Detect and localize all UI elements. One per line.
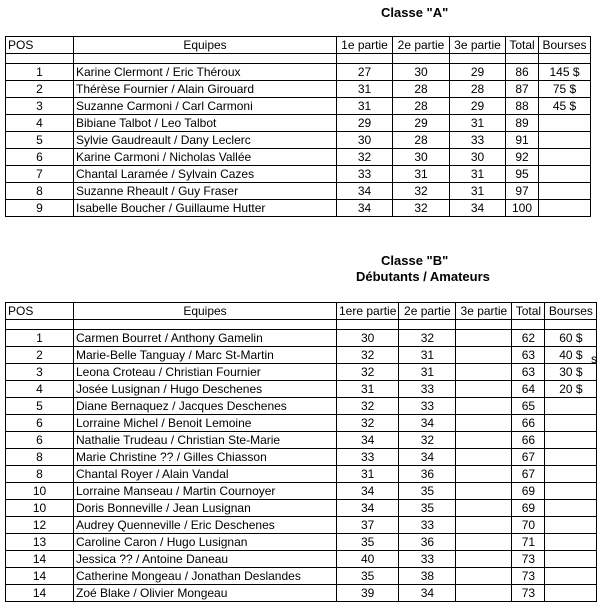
class-b-cell-game-3 bbox=[456, 568, 512, 585]
class-a-cell-game-1: 34 bbox=[337, 183, 393, 200]
class-a-table-row bbox=[6, 64, 591, 81]
class-b-cell-game-3 bbox=[456, 415, 512, 432]
class-b-table-row bbox=[6, 585, 597, 602]
class-a-cell-pos: 4 bbox=[6, 115, 74, 132]
class-b-cell-game-3 bbox=[456, 381, 512, 398]
class-b-cell-game-1: 34 bbox=[337, 432, 399, 449]
class-b-table-row bbox=[6, 398, 597, 415]
class-a-cell-game-3: 29 bbox=[450, 64, 506, 81]
class-b-cell-total: 66 bbox=[512, 432, 545, 449]
class-b-cell-pos: 8 bbox=[6, 466, 74, 483]
class-a-cell-pos: 7 bbox=[6, 166, 74, 183]
class-b-cell-pos: 4 bbox=[6, 381, 74, 398]
class-a-cell-game-2: 28 bbox=[393, 132, 450, 149]
class-a-cell-purse bbox=[539, 200, 591, 217]
class-a-cell-team: Karine Carmoni / Nicholas Vallée bbox=[74, 149, 337, 166]
class-b-cell-total: 71 bbox=[512, 534, 545, 551]
class-a-cell-game-3: 31 bbox=[450, 115, 506, 132]
class-b-spacer-cell bbox=[6, 320, 74, 330]
class-a-header-purse: Bourses bbox=[539, 37, 591, 54]
class-a-table-row bbox=[6, 200, 591, 217]
class-b-cell-team: Jessica ?? / Antoine Daneau bbox=[74, 551, 337, 568]
class-b-spacer-cell bbox=[74, 320, 337, 330]
class-b-cell-game-3 bbox=[456, 483, 512, 500]
class-b-cell-game-3 bbox=[456, 500, 512, 517]
class-b-cell-team: Marie-Belle Tanguay / Marc St-Martin bbox=[74, 347, 337, 364]
class-a-cell-game-3: 28 bbox=[450, 81, 506, 98]
class-b-cell-game-1: 37 bbox=[337, 517, 399, 534]
class-a-cell-game-2: 31 bbox=[393, 166, 450, 183]
class-b-cell-game-2: 36 bbox=[399, 534, 456, 551]
class-a-table-row bbox=[6, 166, 591, 183]
class-a-cell-game-2: 32 bbox=[393, 183, 450, 200]
class-b-cell-game-2: 31 bbox=[399, 364, 456, 381]
class-b-cell-game-2: 33 bbox=[399, 551, 456, 568]
class-b-cell-team: Catherine Mongeau / Jonathan Deslandes bbox=[74, 568, 337, 585]
class-a-header-row bbox=[6, 37, 591, 54]
class-b-cell-game-3 bbox=[456, 432, 512, 449]
class-a-spacer-cell bbox=[539, 54, 591, 64]
class-b-header-game-2: 2e partie bbox=[399, 303, 456, 320]
class-b-header-game-3: 3e partie bbox=[456, 303, 512, 320]
class-a-spacer-cell bbox=[506, 54, 539, 64]
class-b-cell-total: 64 bbox=[512, 381, 545, 398]
class-b-cell-game-3 bbox=[456, 517, 512, 534]
class-a-table bbox=[5, 36, 591, 217]
class-b-cell-game-1: 30 bbox=[337, 330, 399, 347]
class-b-spacer-cell bbox=[337, 320, 399, 330]
class-b-spacer-cell bbox=[456, 320, 512, 330]
class-a-cell-game-1: 33 bbox=[337, 166, 393, 183]
class-b-cell-pos: 1 bbox=[6, 330, 74, 347]
class-b-cell-game-2: 36 bbox=[399, 466, 456, 483]
class-b-cell-purse bbox=[545, 398, 597, 415]
class-b-table-row bbox=[6, 534, 597, 551]
class-a-cell-team: Chantal Laramée / Sylvain Cazes bbox=[74, 166, 337, 183]
class-b-cell-game-2: 35 bbox=[399, 500, 456, 517]
class-b-cell-purse bbox=[545, 483, 597, 500]
class-a-title: Classe "A" bbox=[381, 5, 449, 20]
class-a-cell-game-2: 30 bbox=[393, 64, 450, 81]
class-b-cell-purse bbox=[545, 568, 597, 585]
class-b-cell-game-2: 38 bbox=[399, 568, 456, 585]
class-a-cell-purse bbox=[539, 183, 591, 200]
class-b-cell-team: Nathalie Trudeau / Christian Ste-Marie bbox=[74, 432, 337, 449]
class-a-cell-game-1: 32 bbox=[337, 149, 393, 166]
class-a-cell-game-1: 31 bbox=[337, 81, 393, 98]
class-b-cell-purse bbox=[545, 534, 597, 551]
class-a-table-row bbox=[6, 132, 591, 149]
class-b-cell-game-2: 32 bbox=[399, 330, 456, 347]
class-a-spacer-cell bbox=[6, 54, 74, 64]
class-b-table-row bbox=[6, 381, 597, 398]
class-b-cell-total: 62 bbox=[512, 330, 545, 347]
class-b-cell-game-1: 39 bbox=[337, 585, 399, 602]
class-b-cell-purse: 20 $ bbox=[545, 381, 597, 398]
class-b-table-row bbox=[6, 415, 597, 432]
class-a-cell-game-2: 32 bbox=[393, 200, 450, 217]
class-a-cell-game-2: 28 bbox=[393, 98, 450, 115]
class-a-table-row bbox=[6, 81, 591, 98]
class-b-cell-total: 73 bbox=[512, 551, 545, 568]
class-a-cell-total: 95 bbox=[506, 166, 539, 183]
class-b-cell-game-2: 33 bbox=[399, 381, 456, 398]
class-a-header-game-2: 2e partie bbox=[393, 37, 450, 54]
class-a-cell-purse: 145 $ bbox=[539, 64, 591, 81]
class-b-header-total: Total bbox=[512, 303, 545, 320]
class-b-cell-team: Audrey Quenneville / Eric Deschenes bbox=[74, 517, 337, 534]
class-a-cell-total: 89 bbox=[506, 115, 539, 132]
class-b-table-row bbox=[6, 347, 597, 364]
class-b-cell-game-1: 34 bbox=[337, 483, 399, 500]
class-b-cell-game-3 bbox=[456, 398, 512, 415]
class-a-cell-pos: 5 bbox=[6, 132, 74, 149]
class-b-header-row bbox=[6, 303, 597, 320]
class-b-table-row bbox=[6, 517, 597, 534]
class-b-cell-game-3 bbox=[456, 466, 512, 483]
class-b-cell-pos: 14 bbox=[6, 585, 74, 602]
class-b-cell-game-3 bbox=[456, 330, 512, 347]
class-a-cell-pos: 1 bbox=[6, 64, 74, 81]
class-b-header-pos: POS bbox=[6, 303, 74, 320]
class-a-cell-game-1: 29 bbox=[337, 115, 393, 132]
class-a-cell-game-1: 34 bbox=[337, 200, 393, 217]
class-b-table-row bbox=[6, 330, 597, 347]
class-b-cell-game-1: 32 bbox=[337, 398, 399, 415]
class-a-spacer-cell bbox=[450, 54, 506, 64]
class-a-header-pos: POS bbox=[6, 37, 74, 54]
class-a-cell-pos: 6 bbox=[6, 149, 74, 166]
class-a-cell-pos: 2 bbox=[6, 81, 74, 98]
stray-mark: s bbox=[591, 352, 597, 366]
class-b-cell-purse bbox=[545, 449, 597, 466]
class-b-cell-purse bbox=[545, 432, 597, 449]
class-b-cell-purse bbox=[545, 551, 597, 568]
class-b-table-row bbox=[6, 466, 597, 483]
class-b-cell-game-3 bbox=[456, 364, 512, 381]
class-a-spacer-cell bbox=[74, 54, 337, 64]
class-b-cell-purse: 60 $ bbox=[545, 330, 597, 347]
class-a-cell-game-3: 31 bbox=[450, 183, 506, 200]
class-b-cell-total: 69 bbox=[512, 500, 545, 517]
class-b-cell-pos: 6 bbox=[6, 432, 74, 449]
class-b-table-row bbox=[6, 568, 597, 585]
class-b-cell-total: 67 bbox=[512, 466, 545, 483]
class-b-cell-pos: 10 bbox=[6, 483, 74, 500]
class-b-spacer-row bbox=[6, 320, 597, 330]
class-a-cell-pos: 9 bbox=[6, 200, 74, 217]
class-b-cell-purse bbox=[545, 500, 597, 517]
class-a-table-row bbox=[6, 98, 591, 115]
class-a-cell-total: 100 bbox=[506, 200, 539, 217]
class-b-cell-team: Marie Christine ?? / Gilles Chiasson bbox=[74, 449, 337, 466]
class-b-cell-game-2: 35 bbox=[399, 483, 456, 500]
class-a-header-game-1: 1e partie bbox=[337, 37, 393, 54]
class-a-cell-purse bbox=[539, 115, 591, 132]
class-b-cell-team: Lorraine Michel / Benoit Lemoine bbox=[74, 415, 337, 432]
class-b-cell-game-1: 34 bbox=[337, 500, 399, 517]
class-b-cell-total: 63 bbox=[512, 364, 545, 381]
class-a-cell-game-2: 28 bbox=[393, 81, 450, 98]
class-b-cell-pos: 6 bbox=[6, 415, 74, 432]
class-a-table-row bbox=[6, 183, 591, 200]
class-b-cell-game-2: 33 bbox=[399, 517, 456, 534]
class-a-cell-game-1: 30 bbox=[337, 132, 393, 149]
class-a-header-team: Equipes bbox=[74, 37, 337, 54]
class-b-cell-total: 66 bbox=[512, 415, 545, 432]
class-a-cell-game-3: 34 bbox=[450, 200, 506, 217]
class-b-header-game-1: 1ere partie bbox=[337, 303, 399, 320]
class-b-table-row bbox=[6, 449, 597, 466]
class-a-cell-team: Suzanne Carmoni / Carl Carmoni bbox=[74, 98, 337, 115]
class-b-table-row bbox=[6, 483, 597, 500]
class-b-cell-total: 69 bbox=[512, 483, 545, 500]
class-a-spacer-row bbox=[6, 54, 591, 64]
class-b-spacer-cell bbox=[512, 320, 545, 330]
class-a-cell-team: Karine Clermont / Eric Théroux bbox=[74, 64, 337, 81]
class-b-cell-game-1: 35 bbox=[337, 534, 399, 551]
class-a-cell-team: Suzanne Rheault / Guy Fraser bbox=[74, 183, 337, 200]
class-b-cell-purse bbox=[545, 466, 597, 483]
class-b-cell-team: Caroline Caron / Hugo Lusignan bbox=[74, 534, 337, 551]
class-b-cell-game-1: 32 bbox=[337, 347, 399, 364]
class-b-table-row bbox=[6, 551, 597, 568]
class-b-cell-game-2: 31 bbox=[399, 347, 456, 364]
class-b-cell-game-3 bbox=[456, 347, 512, 364]
class-b-cell-total: 63 bbox=[512, 347, 545, 364]
class-a-cell-total: 87 bbox=[506, 81, 539, 98]
class-a-cell-total: 86 bbox=[506, 64, 539, 81]
class-a-cell-game-2: 29 bbox=[393, 115, 450, 132]
class-b-cell-game-1: 31 bbox=[337, 381, 399, 398]
class-b-cell-game-3 bbox=[456, 449, 512, 466]
class-b-cell-game-1: 32 bbox=[337, 364, 399, 381]
class-b-cell-purse bbox=[545, 517, 597, 534]
class-b-cell-game-2: 32 bbox=[399, 432, 456, 449]
class-b-cell-pos: 8 bbox=[6, 449, 74, 466]
class-b-cell-total: 67 bbox=[512, 449, 545, 466]
class-b-cell-game-2: 33 bbox=[399, 398, 456, 415]
class-a-table-row bbox=[6, 115, 591, 132]
class-a-cell-team: Sylvie Gaudreault / Dany Leclerc bbox=[74, 132, 337, 149]
class-b-cell-purse bbox=[545, 585, 597, 602]
class-a-cell-pos: 3 bbox=[6, 98, 74, 115]
class-a-cell-purse bbox=[539, 166, 591, 183]
class-a-spacer-cell bbox=[337, 54, 393, 64]
class-a-cell-game-3: 33 bbox=[450, 132, 506, 149]
class-b-cell-total: 70 bbox=[512, 517, 545, 534]
class-b-cell-pos: 3 bbox=[6, 364, 74, 381]
class-a-cell-total: 92 bbox=[506, 149, 539, 166]
class-b-cell-pos: 13 bbox=[6, 534, 74, 551]
class-a-cell-purse: 45 $ bbox=[539, 98, 591, 115]
class-a-cell-purse bbox=[539, 132, 591, 149]
class-a-cell-purse: 75 $ bbox=[539, 81, 591, 98]
class-a-table-row bbox=[6, 149, 591, 166]
class-a-cell-game-1: 27 bbox=[337, 64, 393, 81]
class-b-cell-total: 73 bbox=[512, 568, 545, 585]
class-b-table-row bbox=[6, 500, 597, 517]
class-b-cell-team: Carmen Bourret / Anthony Gamelin bbox=[74, 330, 337, 347]
class-a-cell-game-1: 31 bbox=[337, 98, 393, 115]
class-b-cell-game-1: 35 bbox=[337, 568, 399, 585]
class-a-cell-total: 88 bbox=[506, 98, 539, 115]
class-a-spacer-cell bbox=[393, 54, 450, 64]
class-b-cell-game-1: 32 bbox=[337, 415, 399, 432]
class-a-cell-total: 97 bbox=[506, 183, 539, 200]
class-b-cell-game-1: 33 bbox=[337, 449, 399, 466]
class-b-cell-game-3 bbox=[456, 585, 512, 602]
class-b-cell-total: 65 bbox=[512, 398, 545, 415]
class-b-subtitle: Débutants / Amateurs bbox=[356, 269, 490, 284]
class-b-header-purse: Bourses bbox=[545, 303, 597, 320]
class-b-cell-pos: 2 bbox=[6, 347, 74, 364]
class-b-cell-game-3 bbox=[456, 551, 512, 568]
class-b-cell-game-1: 40 bbox=[337, 551, 399, 568]
class-b-cell-game-1: 31 bbox=[337, 466, 399, 483]
class-a-cell-game-3: 30 bbox=[450, 149, 506, 166]
class-b-cell-purse: 30 $ bbox=[545, 364, 597, 381]
class-b-cell-team: Leona Croteau / Christian Fournier bbox=[74, 364, 337, 381]
class-a-cell-game-3: 31 bbox=[450, 166, 506, 183]
class-a-cell-team: Bibiane Talbot / Leo Talbot bbox=[74, 115, 337, 132]
class-b-table bbox=[5, 302, 597, 602]
class-a-header-game-3: 3e partie bbox=[450, 37, 506, 54]
class-b-cell-pos: 12 bbox=[6, 517, 74, 534]
class-b-header-team: Equipes bbox=[74, 303, 337, 320]
class-b-spacer-cell bbox=[399, 320, 456, 330]
class-b-table-row bbox=[6, 432, 597, 449]
class-a-header-total: Total bbox=[506, 37, 539, 54]
class-b-cell-pos: 5 bbox=[6, 398, 74, 415]
class-a-cell-purse bbox=[539, 149, 591, 166]
class-b-cell-pos: 10 bbox=[6, 500, 74, 517]
class-a-cell-pos: 8 bbox=[6, 183, 74, 200]
class-a-cell-team: Thérèse Fournier / Alain Girouard bbox=[74, 81, 337, 98]
class-b-cell-game-2: 34 bbox=[399, 585, 456, 602]
class-b-cell-team: Zoé Blake / Olivier Mongeau bbox=[74, 585, 337, 602]
class-b-cell-team: Chantal Royer / Alain Vandal bbox=[74, 466, 337, 483]
class-b-cell-team: Diane Bernaquez / Jacques Deschenes bbox=[74, 398, 337, 415]
class-b-title: Classe "B" bbox=[381, 253, 449, 268]
class-b-cell-game-2: 34 bbox=[399, 415, 456, 432]
class-b-cell-team: Lorraine Manseau / Martin Cournoyer bbox=[74, 483, 337, 500]
class-a-cell-game-2: 30 bbox=[393, 149, 450, 166]
class-b-cell-pos: 14 bbox=[6, 568, 74, 585]
class-b-cell-game-3 bbox=[456, 534, 512, 551]
class-a-cell-game-3: 29 bbox=[450, 98, 506, 115]
class-b-cell-team: Doris Bonneville / Jean Lusignan bbox=[74, 500, 337, 517]
class-b-cell-purse: 40 $ bbox=[545, 347, 597, 364]
class-b-cell-total: 73 bbox=[512, 585, 545, 602]
class-b-cell-game-2: 34 bbox=[399, 449, 456, 466]
class-b-table-row bbox=[6, 364, 597, 381]
class-a-cell-team: Isabelle Boucher / Guillaume Hutter bbox=[74, 200, 337, 217]
class-b-cell-purse bbox=[545, 415, 597, 432]
class-b-cell-pos: 14 bbox=[6, 551, 74, 568]
class-a-cell-total: 91 bbox=[506, 132, 539, 149]
class-b-cell-team: Josée Lusignan / Hugo Deschenes bbox=[74, 381, 337, 398]
class-b-spacer-cell bbox=[545, 320, 597, 330]
